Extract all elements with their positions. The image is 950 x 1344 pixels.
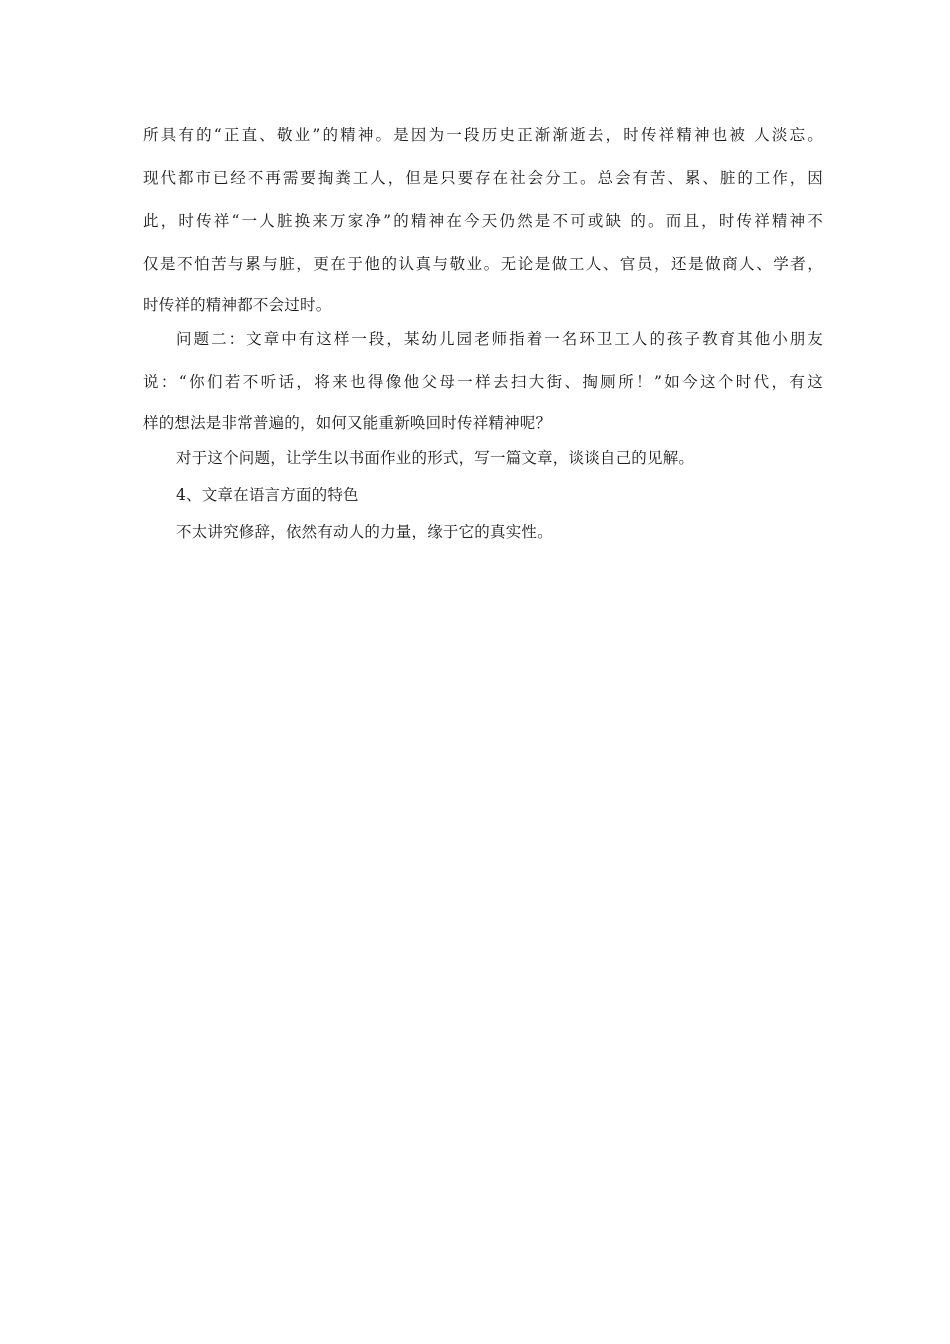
section-heading: 4、文章在语言方面的特色 — [176, 486, 359, 504]
question-two-line-3: 样的想法是非常普遍的，如何又能重新唤回时传祥精神呢？ — [143, 414, 552, 432]
text-line-3: 此，时传祥“一人脏换来万家净”的精神在今天仍然是不可或缺 的。而且，时传祥精神不 — [143, 212, 823, 230]
language-feature-line: 不太讲究修辞，依然有动人的力量，缘于它的真实性。 — [176, 523, 553, 541]
text-line-5: 时传祥的精神都不会过时。 — [143, 296, 332, 314]
question-two-line-2: 说：“你们若不听话，将来也得像他父母一样去扫大街、掏厕所！”如今这个时代，有这 — [143, 373, 823, 391]
text-line-1: 所具有的“正直、敬业”的精神。是因为一段历史正渐渐逝去，时传祥精神也被 人淡忘。 — [143, 126, 823, 144]
assignment-line: 对于这个问题，让学生以书面作业的形式，写一篇文章，谈谈自己的见解。 — [176, 449, 695, 467]
text-line-2: 现代都市已经不再需要掏粪工人，但是只要存在社会分工。总会有苦、累、脏的工作，因 — [143, 169, 823, 187]
question-two-line-1: 问题二：文章中有这样一段，某幼儿园老师指着一名环卫工人的孩子教育其他小朋友 — [176, 330, 823, 348]
text-line-4: 仅是不怕苦与累与脏，更在于他的认真与敬业。无论是做工人、官员，还是做商人、学者， — [143, 255, 823, 273]
